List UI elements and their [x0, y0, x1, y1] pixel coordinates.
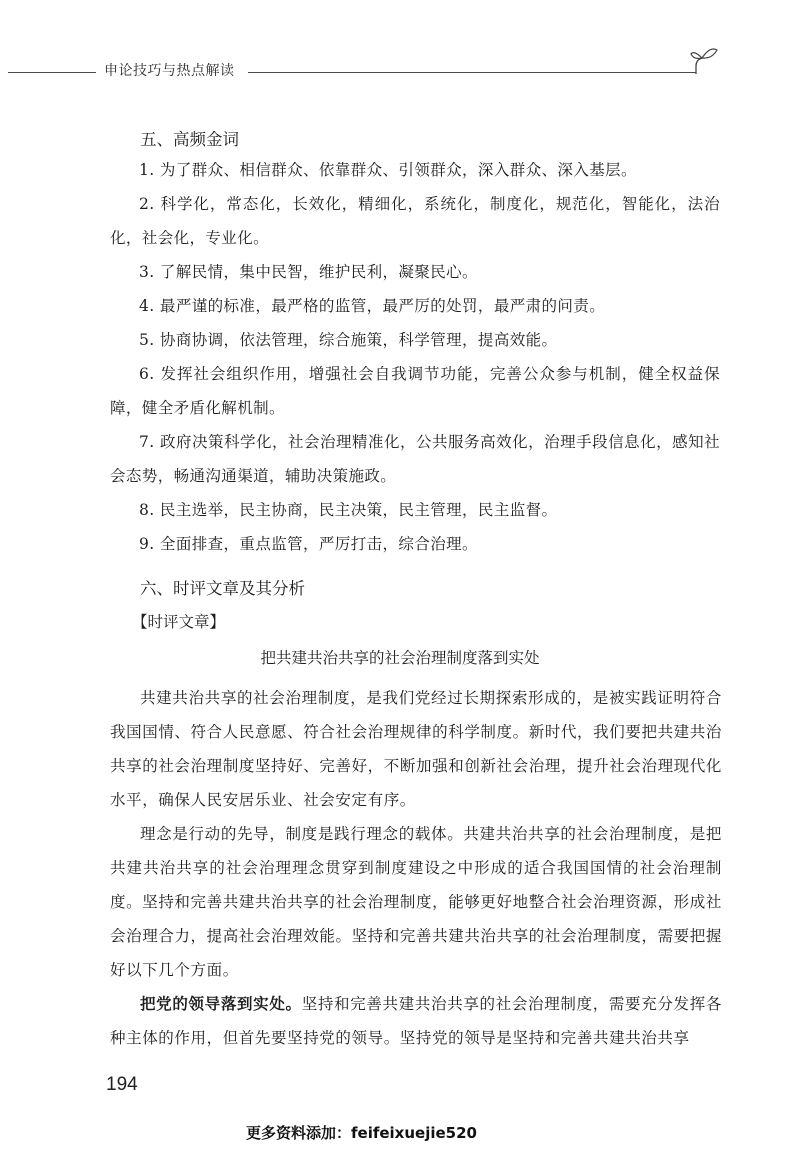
keyword-item: 2. 科学化，常态化，长效化，精细化，系统化，制度化，规范化，智能化，法治化，社会化，专业化。 [110, 195, 720, 247]
keyword-item: 8. 民主选举，民主协商，民主决策，民主管理，民主监督。 [139, 501, 558, 519]
article-paragraph: 理念是行动的先导，制度是践行理念的载体。共建共治共享的社会治理制度，是把共建共治共享的社会治理理念贯穿到制度建设之中形成的适合我国国情的社会治理制度。坚持和完善共建共治共享的社会治理制度，能够更好地整合社会治理资源，形成社会治理合力，提高社会治理效能。坚持和完善共建共治共享的社会治理制度，需要把握好以下几个方面。 [110, 825, 722, 979]
footer-note: 更多资料添加：feifeixuejie520 [246, 1124, 477, 1142]
running-title: 申论技巧与热点解读 [104, 63, 235, 79]
section-6-title: 六、时评文章及其分析 [140, 579, 305, 598]
page-number: 194 [106, 1074, 138, 1095]
paragraph-lead: 把党的领导落到实处。 [140, 995, 302, 1013]
article-paragraph [110, 987, 722, 1055]
paragraph-body: 坚持和完善共建共治共享的社会治理制度，需要充分发挥各种主体的作用，但首先要坚持党的领导。坚持党的领导是坚持和完善共建共治共享 [110, 995, 722, 1047]
keyword-item: 1. 为了群众、相信群众、依靠群众、引领群众，深入群众、深入基层。 [139, 161, 637, 179]
keyword-item: 3. 了解民情，集中民智，维护民利，凝聚民心。 [139, 263, 478, 281]
sprout-icon [690, 44, 720, 80]
section-5-title: 五、高频金词 [140, 130, 239, 149]
keyword-item: 5. 协商协调，依法管理，综合施策，科学管理，提高效能。 [139, 331, 558, 349]
article-label: 【时评文章】 [132, 613, 226, 631]
keyword-item: 7. 政府决策科学化，社会治理精准化，公共服务高效化，治理手段信息化，感知社会态势，畅通沟通渠道，辅助决策施政。 [110, 433, 720, 485]
article-title: 把共建共治共享的社会治理制度落到实处 [260, 649, 540, 667]
keyword-item: 6. 发挥社会组织作用，增强社会自我调节功能，完善公众参与机制，健全权益保障，健全矛盾化解机制。 [110, 365, 720, 417]
running-header [0, 58, 800, 88]
keyword-item: 4. 最严谨的标准，最严格的监管，最严厉的处罚，最严肃的问责。 [139, 297, 606, 315]
article-paragraph: 共建共治共享的社会治理制度，是我们党经过长期探索形成的，是被实践证明符合我国国情、符合人民意愿、符合社会治理规律的科学制度。新时代，我们要把共建共治共享的社会治理制度坚持好、完善好，不断加强和创新社会治理，提升社会治理现代化水平，确保人民安居乐业、社会安定有序。 [110, 689, 722, 809]
keyword-item: 9. 全面排查，重点监管，严厉打击，综合治理。 [139, 535, 478, 553]
header-rule-right [248, 72, 696, 73]
header-rule-left [8, 72, 96, 73]
